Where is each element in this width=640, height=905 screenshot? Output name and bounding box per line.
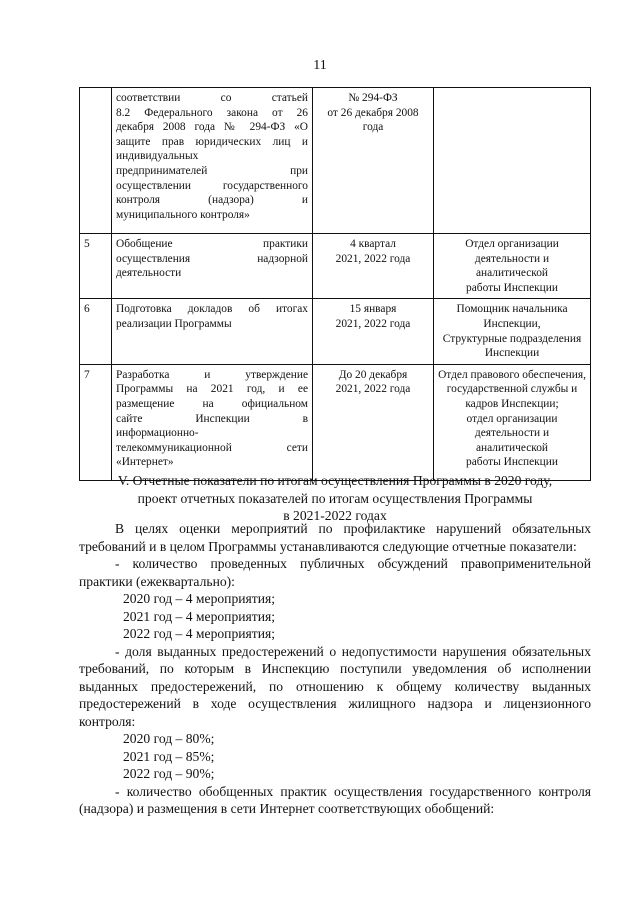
page-number: 11 (313, 58, 327, 73)
responsible-cell-line: работы Инспекции (466, 456, 558, 469)
deadline-cell (313, 88, 434, 234)
table-row (80, 234, 591, 299)
responsible-cell-line: Помощник начальника (456, 303, 568, 316)
activity-cell-line: деятельности (116, 267, 182, 280)
deadline-cell-line: года (362, 121, 384, 134)
section-title-line: проект отчетных показателей по итогам осуществления Программы (137, 490, 533, 506)
activity-cell-line: муниципального контроля» (116, 208, 250, 221)
responsible-cell-line: работы Инспекции (466, 281, 558, 294)
activity-cell-line: размещение на официальном (116, 397, 308, 410)
paragraph: 2020 год – 80%; (123, 731, 215, 746)
paragraph: - количество проведенных публичных обсуждений правоприменительной практики (ежеквартально): (79, 556, 591, 589)
responsible-cell (434, 364, 591, 480)
deadline-cell-line: 15 января (349, 303, 397, 316)
row-number (80, 88, 112, 234)
activity-cell-line: сайте Инспекции в (116, 412, 308, 425)
responsible-cell-line: Структурные подразделения (442, 332, 582, 345)
responsible-cell-line: Отдел организации (465, 238, 559, 250)
paragraph: - доля выданных предостережений о недопустимости нарушения обязательных требований, по которым в Инспекцию поступили уведомления об исполнении выданных предостережений, по отношению к общему количеству выданных предостережений в ходе осуществления жилищного надзора и лицензионного контроля: (79, 643, 591, 729)
paragraph: 2021 год – 4 мероприятия; (123, 608, 276, 624)
activity-cell-line: декабря 2008 года № 294-ФЗ «О (116, 121, 308, 134)
paragraph: В целях оценки мероприятий по профилактике нарушений обязательных требований и в целом Программы устанавливаются следующие отчетные показатели: (79, 521, 591, 554)
responsible-cell-line: Инспекции, (483, 317, 541, 330)
activity-cell (112, 364, 313, 480)
deadline-cell (313, 299, 434, 364)
activity-cell-line: реализации Программы (116, 317, 232, 330)
deadline-cell-line: До 20 декабря (338, 368, 408, 381)
activity-cell-line: осуществлении государственного (116, 179, 308, 192)
table-row (80, 88, 591, 234)
deadline-cell-line: 2021, 2022 года (335, 383, 411, 396)
activity-cell-line: Программы на 2021 год, и ее (116, 383, 308, 396)
table-row (80, 299, 591, 364)
activity-cell-line: контроля (надзора) и (116, 194, 308, 207)
deadline-cell-line: 4 квартал (350, 238, 396, 250)
deadline-cell-line: 2021, 2022 года (335, 252, 411, 265)
activity-cell-line: «Интернет» (116, 456, 174, 469)
section-title (79, 472, 591, 525)
activity-cell (112, 299, 313, 364)
responsible-cell (434, 299, 591, 364)
activity-cell-line: 8.2 Федерального закона от 26 (116, 106, 308, 119)
paragraph: 2022 год – 90%; (123, 766, 215, 781)
responsible-cell (434, 234, 591, 299)
responsible-cell-line: государственной службы и (446, 383, 578, 396)
activity-cell-line: предпринимателей при (116, 164, 308, 177)
activity-cell-line: индивидуальных (116, 150, 199, 163)
section-title-line: V. Отчетные показатели по итогам осуществления Программы в 2020 году, (117, 473, 553, 488)
responsible-cell-line: отдел организации (466, 412, 558, 425)
activity-cell-line: информационно- (116, 427, 199, 440)
row-number: 5 (80, 234, 112, 299)
activity-cell-line: защите прав юридических лиц и (116, 135, 308, 148)
activity-cell-line: Обобщение практики (116, 238, 308, 250)
paragraph: 2022 год – 4 мероприятия; (123, 626, 276, 641)
responsible-cell-line: деятельности и аналитической (474, 252, 550, 280)
deadline-cell-line: от 26 декабря 2008 (327, 106, 419, 119)
section-title-line: в 2021-2022 годах (283, 508, 387, 523)
deadline-cell-line: № 294-ФЗ (348, 92, 398, 104)
deadline-cell-line: 2021, 2022 года (335, 317, 411, 330)
program-table (79, 87, 591, 481)
table-row (80, 364, 591, 480)
responsible-cell-line: Отдел правового обеспечения, (438, 368, 586, 381)
section-body (79, 520, 591, 818)
deadline-cell (313, 364, 434, 480)
activity-cell-line: соответствии со статьей (116, 92, 308, 104)
activity-cell-line: Разработка и утверждение (116, 368, 308, 381)
deadline-cell (313, 234, 434, 299)
row-number: 6 (80, 299, 112, 364)
activity-cell-line: Подготовка докладов об итогах (116, 303, 308, 316)
activity-cell (112, 234, 313, 299)
row-number: 7 (80, 364, 112, 480)
responsible-cell-line: кадров Инспекции; (465, 397, 559, 410)
paragraph: - количество обобщенных практик осуществления государственного контроля (надзора) и размещения в сети Интернет соответствующих обобщений: (79, 783, 591, 816)
activity-cell-line: осуществления надзорной (116, 252, 308, 265)
responsible-cell-line: Инспекции (484, 347, 540, 360)
activity-cell (112, 88, 313, 234)
activity-cell-line: телекоммуникационной сети (116, 441, 308, 454)
paragraph: 2021 год – 85%; (123, 748, 215, 764)
responsible-cell (434, 88, 591, 234)
paragraph: 2020 год – 4 мероприятия; (123, 591, 276, 606)
responsible-cell-line: деятельности и аналитической (474, 427, 550, 454)
